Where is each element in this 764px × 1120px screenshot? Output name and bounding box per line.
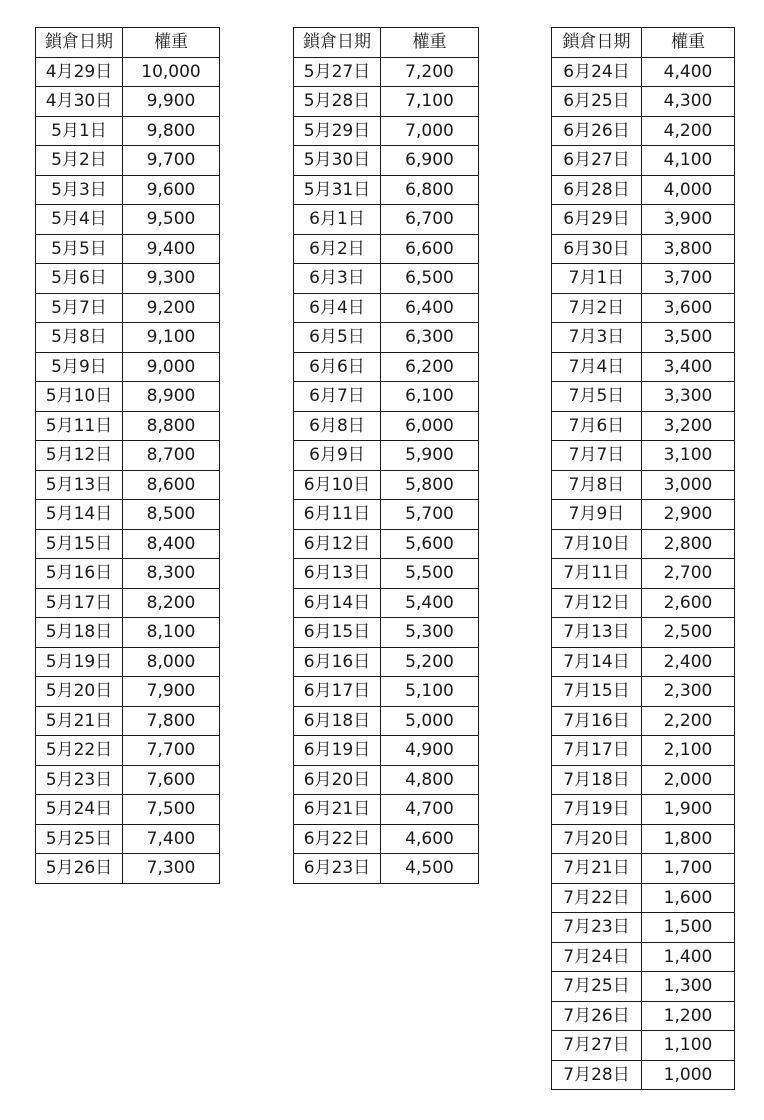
table-row [552,175,735,205]
weight-cell: 9,700 [123,146,220,176]
lock-date-cell: 5月15日 [36,529,123,559]
table-row [552,913,735,943]
table-row [36,264,220,294]
weight-cell: 2,500 [642,618,735,648]
table-row [294,175,479,205]
table-row [294,500,479,530]
weight-cell: 9,900 [123,87,220,117]
weight-cell: 7,100 [381,87,479,117]
table-row [552,500,735,530]
table-row [552,677,735,707]
weight-cell: 6,400 [381,293,479,323]
lock-date-cell: 6月21日 [294,795,381,825]
weight-cell: 4,700 [381,795,479,825]
weight-cell: 4,300 [642,87,735,117]
lock-date-cell: 5月24日 [36,795,123,825]
lock-date-cell: 5月23日 [36,765,123,795]
date-column-header: 鎖倉日期 [294,28,381,58]
lock-date-cell: 7月18日 [552,765,642,795]
table-row [552,382,735,412]
table-row [36,588,220,618]
table-row [552,264,735,294]
lock-date-cell: 7月10日 [552,529,642,559]
lock-date-cell: 5月13日 [36,470,123,500]
table-row [36,677,220,707]
weight-cell: 7,700 [123,736,220,766]
table-row [552,470,735,500]
weight-cell: 6,300 [381,323,479,353]
table-row [294,352,479,382]
lock-date-cell: 4月30日 [36,87,123,117]
weight-table-3 [551,27,735,1090]
table-row [294,323,479,353]
table-row [36,57,220,87]
lock-date-cell: 6月4日 [294,293,381,323]
table-row [294,382,479,412]
table-row [36,323,220,353]
weight-cell: 2,600 [642,588,735,618]
table-row [36,352,220,382]
lock-date-cell: 6月26日 [552,116,642,146]
weight-cell: 8,000 [123,647,220,677]
table-row [294,205,479,235]
weight-cell: 8,100 [123,618,220,648]
weight-cell: 4,000 [642,175,735,205]
weight-cell: 7,000 [381,116,479,146]
table-row [552,146,735,176]
lock-date-cell: 7月6日 [552,411,642,441]
weight-cell: 9,800 [123,116,220,146]
lock-date-cell: 7月23日 [552,913,642,943]
table-row [552,559,735,589]
weight-cell: 2,700 [642,559,735,589]
lock-date-cell: 7月27日 [552,1031,642,1061]
lock-date-cell: 6月10日 [294,470,381,500]
lock-date-cell: 6月8日 [294,411,381,441]
lock-date-cell: 5月5日 [36,234,123,264]
lock-date-cell: 7月28日 [552,1060,642,1090]
lock-date-cell: 5月31日 [294,175,381,205]
weight-cell: 1,300 [642,972,735,1002]
table-row [552,116,735,146]
lock-date-cell: 5月4日 [36,205,123,235]
table-row [294,854,479,884]
weight-cell: 1,900 [642,795,735,825]
weight-cell: 6,600 [381,234,479,264]
lock-date-cell: 6月1日 [294,205,381,235]
weight-cell: 2,000 [642,765,735,795]
lock-date-cell: 5月9日 [36,352,123,382]
table-row [36,854,220,884]
lock-date-cell: 7月12日 [552,588,642,618]
lock-date-cell: 6月22日 [294,824,381,854]
table-row [552,824,735,854]
lock-date-cell: 6月18日 [294,706,381,736]
weight-cell: 5,000 [381,706,479,736]
lock-date-cell: 7月22日 [552,883,642,913]
weight-cell: 5,200 [381,647,479,677]
table-row [36,293,220,323]
lock-date-cell: 5月12日 [36,441,123,471]
lock-date-cell: 7月14日 [552,647,642,677]
weight-column-header: 權重 [642,28,735,58]
table-row [552,618,735,648]
weight-cell: 8,900 [123,382,220,412]
weight-cell: 7,300 [123,854,220,884]
table-row [36,647,220,677]
weight-cell: 3,300 [642,382,735,412]
weight-cell: 5,600 [381,529,479,559]
table-row [294,795,479,825]
table-row [294,411,479,441]
lock-date-cell: 5月29日 [294,116,381,146]
table-row [294,146,479,176]
date-column-header: 鎖倉日期 [552,28,642,58]
weight-cell: 9,000 [123,352,220,382]
lock-date-cell: 6月17日 [294,677,381,707]
lock-date-cell: 6月19日 [294,736,381,766]
weight-cell: 1,000 [642,1060,735,1090]
header-row [294,28,479,58]
weight-cell: 6,700 [381,205,479,235]
weight-cell: 3,200 [642,411,735,441]
weight-cell: 9,300 [123,264,220,294]
weight-cell: 3,900 [642,205,735,235]
table-row [36,205,220,235]
table-row [36,500,220,530]
lock-date-cell: 5月14日 [36,500,123,530]
table-row [36,116,220,146]
weight-table-1 [35,27,220,884]
table-row [552,411,735,441]
table-row [36,765,220,795]
table-row [294,559,479,589]
weight-cell: 4,100 [642,146,735,176]
lock-date-cell: 7月17日 [552,736,642,766]
table-row [552,706,735,736]
lock-date-cell: 5月25日 [36,824,123,854]
table-row [552,57,735,87]
weight-cell: 3,500 [642,323,735,353]
lock-date-cell: 7月3日 [552,323,642,353]
lock-date-cell: 5月18日 [36,618,123,648]
weight-cell: 7,900 [123,677,220,707]
table-row [36,382,220,412]
weight-column-header: 權重 [381,28,479,58]
lock-date-cell: 5月20日 [36,677,123,707]
table-row [294,57,479,87]
weight-cell: 9,500 [123,205,220,235]
lock-date-cell: 7月21日 [552,854,642,884]
weight-cell: 4,200 [642,116,735,146]
lock-date-cell: 6月15日 [294,618,381,648]
weight-cell: 1,200 [642,1001,735,1031]
lock-date-cell: 5月16日 [36,559,123,589]
lock-date-cell: 6月23日 [294,854,381,884]
table-row [36,824,220,854]
table-row [552,293,735,323]
lock-date-cell: 7月11日 [552,559,642,589]
lock-date-cell: 6月24日 [552,57,642,87]
table-row [36,795,220,825]
lock-date-cell: 6月25日 [552,87,642,117]
table-row [294,234,479,264]
lock-date-cell: 6月14日 [294,588,381,618]
lock-date-cell: 6月13日 [294,559,381,589]
weight-cell: 8,500 [123,500,220,530]
lock-date-cell: 7月2日 [552,293,642,323]
table-row [552,647,735,677]
lock-date-cell: 6月2日 [294,234,381,264]
header-row [552,28,735,58]
table-row [294,293,479,323]
lock-date-cell: 7月13日 [552,618,642,648]
lock-date-cell: 6月5日 [294,323,381,353]
weight-cell: 2,900 [642,500,735,530]
weight-cell: 5,500 [381,559,479,589]
table-row [294,736,479,766]
lock-date-cell: 5月17日 [36,588,123,618]
table-row [36,441,220,471]
table-row [36,234,220,264]
lock-date-cell: 5月10日 [36,382,123,412]
weight-cell: 7,800 [123,706,220,736]
lock-date-cell: 7月19日 [552,795,642,825]
table-row [552,323,735,353]
lock-date-cell: 7月9日 [552,500,642,530]
lock-date-cell: 7月15日 [552,677,642,707]
table-row [36,411,220,441]
table-row [552,795,735,825]
weight-cell: 4,500 [381,854,479,884]
weight-cell: 10,000 [123,57,220,87]
weight-cell: 8,200 [123,588,220,618]
table-row [552,441,735,471]
lock-date-cell: 6月3日 [294,264,381,294]
weight-cell: 2,400 [642,647,735,677]
table-row [36,706,220,736]
weight-cell: 2,100 [642,736,735,766]
weight-cell: 8,700 [123,441,220,471]
weight-cell: 5,900 [381,441,479,471]
lock-date-cell: 6月11日 [294,500,381,530]
table-row [36,618,220,648]
table-row [294,470,479,500]
weight-cell: 9,400 [123,234,220,264]
lock-date-cell: 6月9日 [294,441,381,471]
lock-date-cell: 6月16日 [294,647,381,677]
table-row [552,529,735,559]
table-row [294,824,479,854]
lock-date-cell: 6月29日 [552,205,642,235]
lock-date-cell: 7月24日 [552,942,642,972]
table-row [552,352,735,382]
table-row [552,883,735,913]
weight-cell: 6,100 [381,382,479,412]
lock-date-cell: 7月4日 [552,352,642,382]
weight-cell: 6,800 [381,175,479,205]
table-row [552,972,735,1002]
weight-cell: 2,200 [642,706,735,736]
lock-date-cell: 4月29日 [36,57,123,87]
weight-cell: 1,800 [642,824,735,854]
table-row [294,87,479,117]
weight-cell: 5,400 [381,588,479,618]
weight-cell: 5,700 [381,500,479,530]
table-row [36,87,220,117]
lock-date-cell: 6月12日 [294,529,381,559]
lock-date-cell: 6月30日 [552,234,642,264]
table-row [294,588,479,618]
lock-date-cell: 5月2日 [36,146,123,176]
lock-date-cell: 5月22日 [36,736,123,766]
date-column-header: 鎖倉日期 [36,28,123,58]
table-row [36,146,220,176]
weight-cell: 8,600 [123,470,220,500]
table-row [294,529,479,559]
table-row [294,647,479,677]
lock-date-cell: 6月6日 [294,352,381,382]
table-row [36,470,220,500]
table-row [294,441,479,471]
table-row [294,706,479,736]
weight-cell: 6,000 [381,411,479,441]
lock-date-cell: 5月19日 [36,647,123,677]
table-row [552,1060,735,1090]
table-row [552,234,735,264]
weight-cell: 7,400 [123,824,220,854]
weight-cell: 4,900 [381,736,479,766]
weight-column-header: 權重 [123,28,220,58]
lock-date-cell: 7月16日 [552,706,642,736]
lock-date-cell: 6月27日 [552,146,642,176]
table-row [552,588,735,618]
table-row [36,529,220,559]
lock-date-cell: 5月8日 [36,323,123,353]
lock-date-cell: 5月7日 [36,293,123,323]
lock-date-cell: 6月20日 [294,765,381,795]
weight-cell: 3,700 [642,264,735,294]
weight-cell: 6,500 [381,264,479,294]
weight-cell: 4,800 [381,765,479,795]
weight-cell: 6,200 [381,352,479,382]
table-row [552,736,735,766]
weight-cell: 3,400 [642,352,735,382]
lock-date-cell: 7月5日 [552,382,642,412]
lock-date-cell: 5月21日 [36,706,123,736]
table-row [552,942,735,972]
weight-cell: 1,400 [642,942,735,972]
weight-cell: 5,300 [381,618,479,648]
weight-table-2 [293,27,479,884]
weight-cell: 7,600 [123,765,220,795]
table-row [552,854,735,884]
lock-date-cell: 7月7日 [552,441,642,471]
weight-cell: 1,700 [642,854,735,884]
weight-cell: 9,600 [123,175,220,205]
weight-cell: 5,100 [381,677,479,707]
weight-cell: 3,600 [642,293,735,323]
weight-cell: 8,300 [123,559,220,589]
weight-cell: 5,800 [381,470,479,500]
weight-cell: 3,000 [642,470,735,500]
table-row [552,1031,735,1061]
weight-cell: 3,800 [642,234,735,264]
lock-date-cell: 6月7日 [294,382,381,412]
table-row [294,677,479,707]
weight-cell: 4,600 [381,824,479,854]
lock-date-cell: 5月6日 [36,264,123,294]
lock-date-cell: 5月3日 [36,175,123,205]
lock-date-cell: 5月11日 [36,411,123,441]
table-row [36,736,220,766]
weight-cell: 6,900 [381,146,479,176]
lock-date-cell: 7月8日 [552,470,642,500]
weight-cell: 9,200 [123,293,220,323]
table-row [294,618,479,648]
weight-cell: 1,600 [642,883,735,913]
table-row [552,765,735,795]
table-row [294,264,479,294]
weight-cell: 2,300 [642,677,735,707]
lock-date-cell: 5月1日 [36,116,123,146]
lock-date-cell: 7月26日 [552,1001,642,1031]
lock-date-cell: 7月25日 [552,972,642,1002]
weight-cell: 1,500 [642,913,735,943]
table-row [294,116,479,146]
weight-cell: 8,400 [123,529,220,559]
weight-cell: 8,800 [123,411,220,441]
lock-date-cell: 5月30日 [294,146,381,176]
table-row [552,205,735,235]
table-row [552,1001,735,1031]
weight-cell: 1,100 [642,1031,735,1061]
lock-date-cell: 6月28日 [552,175,642,205]
lock-date-cell: 5月27日 [294,57,381,87]
table-row [36,175,220,205]
weight-cell: 7,500 [123,795,220,825]
weight-cell: 3,100 [642,441,735,471]
lock-date-cell: 5月26日 [36,854,123,884]
lock-date-cell: 7月20日 [552,824,642,854]
weight-cell: 2,800 [642,529,735,559]
weight-cell: 9,100 [123,323,220,353]
table-row [36,559,220,589]
lock-date-cell: 5月28日 [294,87,381,117]
table-row [294,765,479,795]
weight-cell: 7,200 [381,57,479,87]
header-row [36,28,220,58]
weight-cell: 4,400 [642,57,735,87]
table-row [552,87,735,117]
lock-date-cell: 7月1日 [552,264,642,294]
